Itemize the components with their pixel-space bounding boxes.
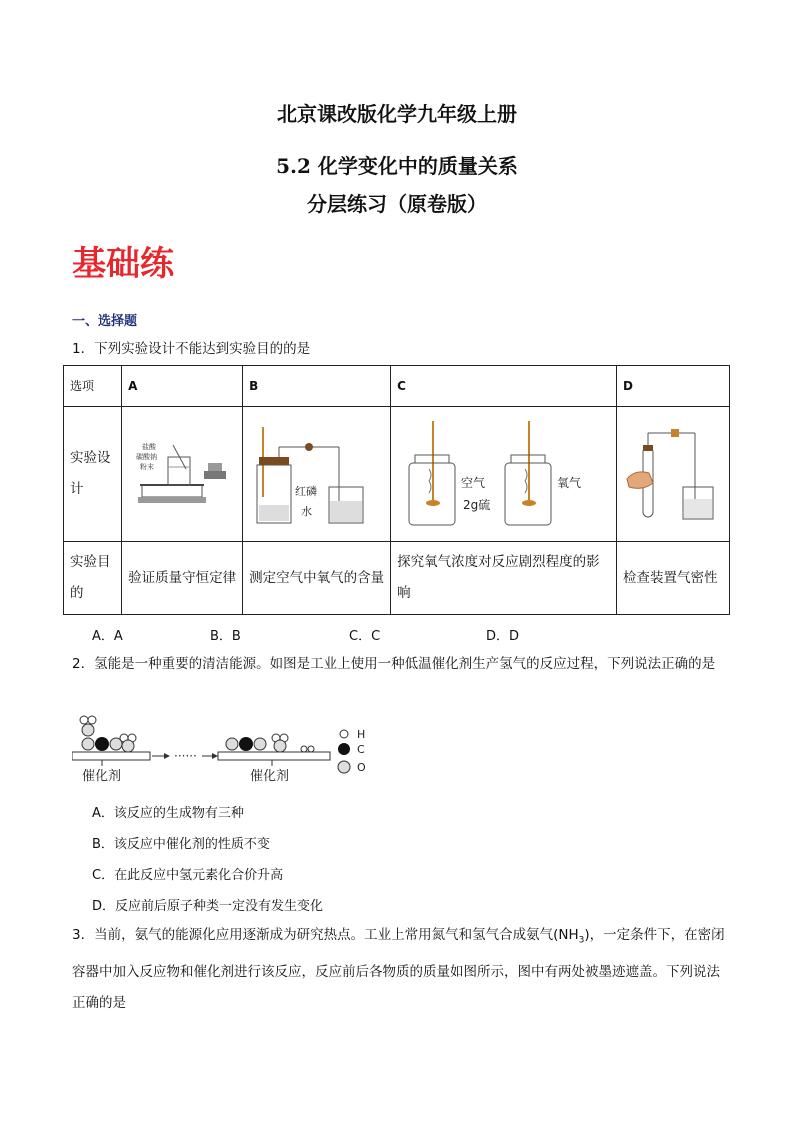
- q2-option-d[interactable]: D．反应前后原子种类一定没有发生变化: [92, 899, 324, 914]
- figure-c-sulfur: [391, 407, 617, 542]
- fig-c-label-air: 空气: [461, 476, 486, 490]
- q2-reaction-diagram: [72, 712, 392, 784]
- doc-title: 北京课改版化学九年级上册: [277, 102, 517, 126]
- q1-option-d[interactable]: D．D: [486, 629, 520, 644]
- table-header-row: [64, 366, 730, 407]
- figure-a-balance: [122, 407, 243, 542]
- part-heading: 一、选择题: [72, 314, 138, 329]
- fig-a-label-powder: 粉末: [140, 463, 155, 471]
- legend-h: H: [357, 728, 366, 741]
- fig-c-label-oxygen: 氧气: [557, 476, 582, 490]
- header-c: C: [391, 366, 617, 407]
- goal-d: 检查装置气密性: [616, 542, 729, 615]
- doc-subtitle: 分层练习（原卷版）: [307, 192, 487, 216]
- svg-text:······: ······: [174, 749, 197, 763]
- q2-option-c[interactable]: C．在此反应中氢元素化合价升高: [92, 868, 284, 883]
- q2-option-a[interactable]: A．该反应的生成物有三种: [92, 806, 244, 821]
- q2-catalyst-label-1: 催化剂: [82, 769, 122, 784]
- figure-d-airtightness: [616, 407, 729, 542]
- fig-a-label-acid: 盐酸: [142, 443, 157, 451]
- q1-option-b[interactable]: B．B: [210, 629, 241, 644]
- header-a: A: [122, 366, 243, 407]
- goal-row: [64, 542, 730, 615]
- goal-c: 探究氧气浓度对反应剧烈程度的影响: [391, 542, 617, 615]
- question-3-stem: [72, 920, 732, 1019]
- q1-option-a[interactable]: A．A: [92, 629, 123, 644]
- q3-stem-part2: )，一定条件下，在密闭容器中加入反应物和催化剂进行该反应，反应前后各物质的质量如图所示，图中有两处被墨迹遮盖。下列说法正确的是: [72, 927, 725, 1011]
- q3-stem-part1: 3．当前，氨气的能源化应用逐渐成为研究热点。工业上常用氮气和氢气合成氨气(NH: [72, 927, 579, 943]
- header-b: B: [243, 366, 391, 407]
- fig-a-label-carbonate: 碳酸钠: [136, 453, 158, 461]
- header-option: 选项: [64, 366, 122, 407]
- goal-a: 验证质量守恒定律: [122, 542, 243, 615]
- question-1-table: [63, 365, 730, 615]
- fig-b-label-phosphorus: 红磷: [295, 485, 318, 498]
- figure-b-phosphorus: [243, 407, 391, 542]
- q1-option-c[interactable]: C．C: [349, 629, 381, 644]
- legend-o: O: [357, 761, 366, 774]
- design-label: 实验设计: [64, 407, 122, 542]
- legend-c: C: [357, 743, 365, 756]
- fig-c-label-sulfur: 2g硫: [463, 498, 491, 512]
- question-2-stem: 2．氢能是一种重要的清洁能源。如图是工业上使用一种低温催化剂生产氢气的反应过程，下列说法正确的是: [72, 656, 716, 672]
- section-heading: 基础练: [72, 244, 174, 284]
- q2-catalyst-label-2: 催化剂: [250, 769, 290, 784]
- lesson-title: 5.2 化学变化中的质量关系: [276, 154, 518, 178]
- fig-b-label-water: 水: [301, 505, 313, 518]
- goal-label: 实验目的: [64, 542, 122, 615]
- q2-option-b[interactable]: B．该反应中催化剂的性质不变: [92, 837, 270, 852]
- goal-b: 测定空气中氧气的含量: [243, 542, 391, 615]
- q3-stem-subscript: 3: [578, 935, 585, 946]
- question-1-stem: 1．下列实验设计不能达到实验目的的是: [72, 341, 311, 357]
- header-d: D: [616, 366, 729, 407]
- design-row: [64, 407, 730, 542]
